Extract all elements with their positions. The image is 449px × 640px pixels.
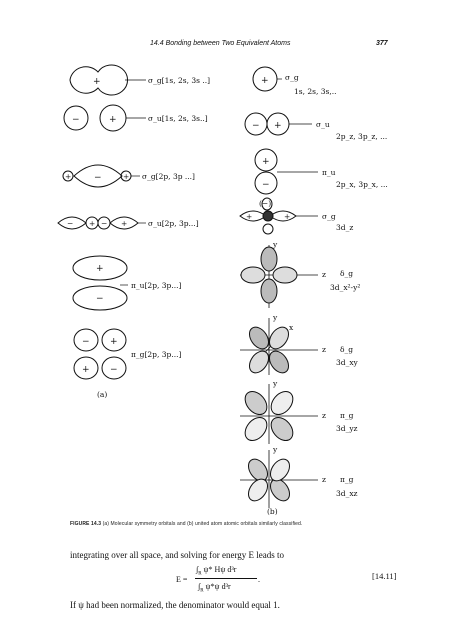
orbital-sigma-g-s: [70, 65, 210, 95]
svg-text:+: +: [284, 212, 291, 221]
svg-text:+: +: [109, 115, 117, 125]
svg-text:−: −: [67, 219, 74, 228]
ua-orbital-sigma-u-p: [245, 113, 387, 141]
svg-text:σ_g[2p, 3p ...]: σ_g[2p, 3p ...]: [142, 172, 195, 181]
caption-label: FIGURE 14.3: [70, 521, 102, 527]
svg-text:y: y: [273, 445, 278, 454]
orbital-sigma-u-s: [64, 105, 208, 131]
ua-orbital-sigma-g-s: [253, 67, 337, 96]
ua-orbital-sigma-g-dz2: [240, 198, 353, 234]
svg-text:z: z: [322, 475, 326, 484]
svg-text:−: −: [101, 219, 108, 228]
svg-text:z: z: [322, 270, 326, 279]
svg-text:y: y: [273, 313, 278, 322]
svg-text:z: z: [322, 345, 326, 354]
figure-caption: [70, 521, 410, 527]
orbital-pi-g: [74, 329, 181, 379]
svg-text:+: +: [262, 157, 270, 167]
svg-text:σ_u[1s, 2s, 3s..]: σ_u[1s, 2s, 3s..]: [148, 114, 208, 123]
svg-text:+: +: [123, 172, 130, 181]
equation-number: [14.11]: [372, 571, 397, 581]
body-line-1: integrating over all space, and solving for energy E leads to: [70, 550, 285, 560]
svg-text:+: +: [274, 121, 282, 131]
svg-text:−: −: [262, 180, 270, 190]
svg-text:2p_x, 3p_x, ...: 2p_x, 3p_x, ...: [336, 180, 388, 189]
svg-text:+: +: [65, 172, 72, 181]
svg-text:+: +: [96, 264, 104, 274]
svg-text:3d_xz: 3d_xz: [336, 489, 358, 498]
svg-text:y: y: [273, 379, 278, 388]
svg-text:−: −: [96, 294, 104, 304]
svg-text:+: +: [89, 219, 96, 228]
caption-text: (a) Molecular symmetry orbitals and (b) united atom atomic orbitals similarly classified.: [102, 521, 303, 527]
orbital-pi-u: [73, 256, 182, 310]
svg-text:δ_g: δ_g: [340, 269, 354, 278]
svg-text:π_g: π_g: [340, 411, 354, 420]
svg-text:3d_xy: 3d_xy: [336, 358, 358, 367]
svg-text:3d_z: 3d_z: [336, 223, 354, 232]
svg-text:z: z: [322, 411, 326, 420]
svg-text:y: y: [273, 240, 278, 249]
svg-text:δ_g: δ_g: [340, 345, 354, 354]
sublabel-a: (a): [97, 390, 108, 399]
svg-text:−: −: [82, 337, 90, 347]
ua-orbital-delta-g-dx2y2: [240, 240, 360, 308]
page-number: 377: [376, 40, 388, 47]
running-header-title: 14.4 Bonding between Two Equivalent Atoms: [150, 40, 291, 47]
svg-text:+: +: [93, 77, 101, 87]
svg-text:σ_u[2p, 3p...]: σ_u[2p, 3p...]: [148, 219, 199, 228]
svg-text:σ_g: σ_g: [322, 212, 336, 221]
svg-text:2p_z, 3p_z, ...: 2p_z, 3p_z, ...: [336, 132, 388, 141]
svg-text:−: −: [94, 173, 102, 183]
label-sigma-g-1s: σ_g[1s, 2s, 3s ..]: [148, 76, 211, 85]
ua-orbital-pi-g-dxz: [240, 445, 358, 508]
body-line-3: If ψ had been normalized, the denominator would equal 1.: [70, 600, 280, 610]
orbital-sigma-g-p: [63, 165, 195, 187]
svg-text:+: +: [82, 365, 90, 375]
svg-text:+: +: [121, 219, 128, 228]
ua-orbital-pi-u: [255, 149, 388, 194]
ua-orbital-pi-g-dyz: [240, 379, 358, 445]
svg-text:+: +: [261, 76, 269, 86]
svg-text:π_u[2p, 3p...]: π_u[2p, 3p...]: [131, 281, 182, 290]
sublabel-b: (b): [267, 507, 278, 516]
svg-text:1s, 2s, 3s,..: 1s, 2s, 3s,..: [294, 87, 337, 96]
svg-text:+: +: [246, 212, 253, 221]
svg-text:−: −: [252, 121, 260, 131]
svg-text:3d_x²-y²: 3d_x²-y²: [330, 283, 361, 292]
svg-text:x: x: [289, 323, 294, 332]
svg-text:σ_g: σ_g: [285, 73, 299, 82]
svg-text:−: −: [110, 365, 118, 375]
svg-text:+: +: [110, 337, 118, 347]
svg-text:σ_u: σ_u: [316, 120, 330, 129]
svg-text:(−): (−): [259, 199, 272, 208]
ua-orbital-delta-g-dxy: [240, 313, 359, 376]
svg-text:−: −: [72, 115, 80, 125]
svg-text:3d_yz: 3d_yz: [336, 424, 358, 433]
svg-text:π_g: π_g: [340, 475, 354, 484]
svg-text:π_g[2p, 3p...]: π_g[2p, 3p...]: [131, 350, 182, 359]
orbital-sigma-u-p: [58, 217, 199, 229]
svg-text:π_u: π_u: [322, 168, 336, 177]
